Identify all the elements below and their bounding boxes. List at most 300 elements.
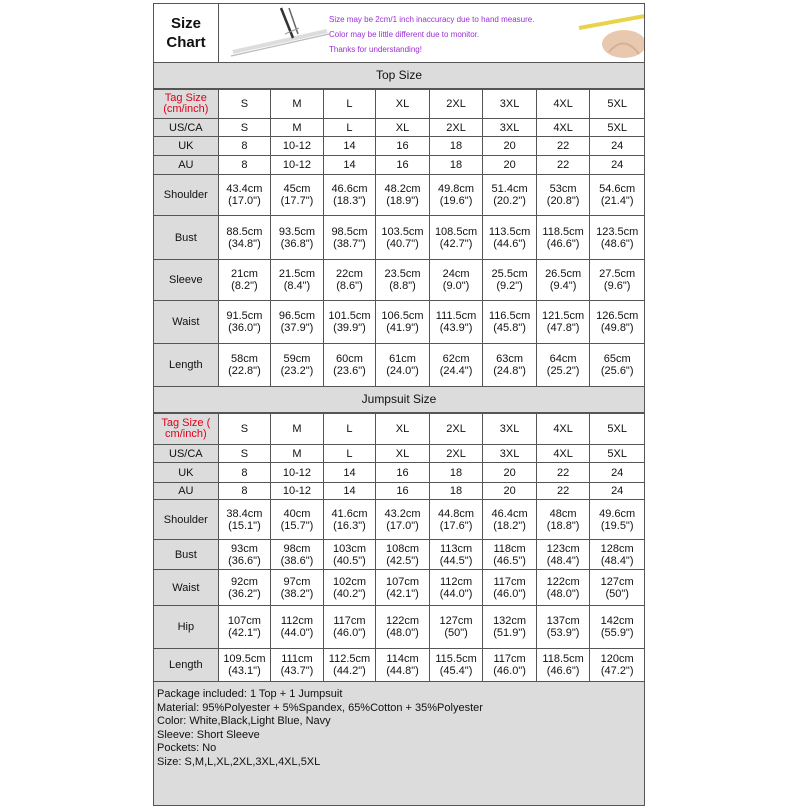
inch-value: (42.5"): [386, 554, 419, 567]
inch-value: (38.2"): [280, 587, 314, 600]
cm-value: 112cm: [280, 615, 314, 627]
cm-value: 49.8cm: [438, 183, 475, 195]
jumpsuit-cell: 10-12: [271, 483, 324, 500]
jumpsuit-cell: M: [271, 445, 324, 463]
jumpsuit-tag-size-label: Tag Size ( cm/inch): [154, 414, 219, 445]
jumpsuit-row-bust: [154, 540, 645, 570]
top-cell: [271, 216, 324, 260]
cm-value: 106.5cm: [381, 310, 424, 322]
cm-value: 98cm: [283, 542, 311, 555]
jumpsuit-cell: [536, 570, 590, 606]
top-row-length: [154, 344, 645, 387]
inch-value: (15.7"): [280, 519, 314, 532]
cm-value: 61cm: [389, 353, 416, 365]
inch-value: (44.2"): [333, 665, 366, 677]
top-cell: M: [271, 119, 324, 137]
inch-value: (45.4"): [439, 665, 473, 677]
jumpsuit-cell: 24: [590, 463, 645, 483]
top-size-header: XL: [376, 90, 430, 119]
jumpsuit-cell: [376, 500, 430, 540]
jumpsuit-cell: XL: [376, 445, 430, 463]
inch-value: (46.6"): [546, 665, 580, 677]
top-cell: 5XL: [590, 119, 645, 137]
jumpsuit-cell: 20: [483, 463, 537, 483]
top-size-header: S: [218, 90, 271, 119]
cm-value: 102cm: [332, 575, 366, 588]
inch-value: (47.8"): [546, 322, 580, 334]
top-row-label: AU: [154, 156, 219, 175]
top-row-bust: [154, 216, 645, 260]
jumpsuit-row-label: UK: [154, 463, 219, 483]
cm-value: 118.5cm: [542, 225, 584, 238]
top-cell: [376, 344, 430, 387]
top-cell: 14: [323, 156, 376, 175]
inch-value: (44.5"): [439, 554, 473, 567]
jumpsuit-cell: [376, 570, 430, 606]
top-cell: [536, 301, 590, 344]
measure-banner: [219, 4, 644, 62]
top-cell: 2XL: [429, 119, 483, 137]
info-line: Color: White,Black,Light Blue, Navy: [157, 715, 331, 728]
cm-value: 103cm: [332, 542, 366, 555]
cm-value: 114cm: [386, 653, 419, 665]
top-size-header: L: [323, 90, 376, 119]
top-cell: 4XL: [536, 119, 590, 137]
top-cell: [590, 216, 645, 260]
top-tag-size-label: Tag Size (cm/inch): [154, 90, 219, 119]
inch-value: (19.6"): [439, 195, 473, 207]
top-cell: 24: [590, 156, 645, 175]
jumpsuit-cell: 16: [376, 463, 430, 483]
top-cell: [323, 260, 376, 301]
top-cell: L: [323, 119, 376, 137]
inch-value: (37.9"): [280, 322, 314, 334]
jumpsuit-cell: [271, 540, 324, 570]
inch-value: (47.2"): [600, 665, 634, 677]
cm-value: 108.5cm: [434, 225, 478, 238]
cm-value: 58cm: [230, 353, 258, 365]
jumpsuit-cell: 14: [323, 483, 376, 500]
jumpsuit-cell: [483, 500, 537, 540]
cm-value: 101.5cm: [328, 310, 371, 322]
top-cell: 8: [218, 156, 271, 175]
top-size-header: 2XL: [429, 90, 483, 119]
inch-value: (46.6"): [546, 237, 580, 250]
inch-value: (34.8"): [228, 237, 261, 250]
inch-value: (49.8"): [600, 322, 634, 334]
top-cell: [483, 301, 537, 344]
jumpsuit-cell: [483, 570, 537, 606]
inch-value: (18.3"): [333, 195, 366, 207]
inch-value: (38.7"): [333, 237, 366, 250]
jumpsuit-size-header: 5XL: [590, 414, 645, 445]
jumpsuit-cell: [429, 606, 483, 649]
cm-value: 59cm: [283, 353, 311, 365]
cm-value: 142cm: [600, 615, 634, 627]
cm-value: 49.6cm: [599, 507, 636, 520]
inch-value: (18.9"): [386, 195, 419, 207]
jumpsuit-cell: [483, 649, 537, 682]
top-cell: [376, 216, 430, 260]
jumpsuit-cell: [590, 570, 645, 606]
jumpsuit-cell: [323, 606, 376, 649]
jumpsuit-row-label: Shoulder: [154, 500, 219, 540]
cm-value: 117cm: [493, 653, 526, 665]
cm-value: 109.5cm: [223, 653, 266, 665]
inch-value: (9.0"): [442, 280, 470, 292]
top-cell: [376, 260, 430, 301]
inch-value: (53.9"): [546, 627, 580, 639]
jumpsuit-size-header: L: [323, 414, 376, 445]
top-row-label: Length: [154, 344, 219, 387]
jumpsuit-cell: [376, 606, 430, 649]
inch-value: (40.5"): [333, 554, 366, 567]
jumpsuit-cell: [271, 570, 324, 606]
jumpsuit-cell: [218, 570, 271, 606]
inch-value: (50"): [605, 587, 629, 600]
cm-value: 38.4cm: [226, 507, 263, 520]
top-cell: [483, 344, 537, 387]
jumpsuit-row-uk: [154, 463, 645, 483]
inch-value: (8.6"): [336, 280, 363, 292]
inch-value: (8.2"): [231, 280, 258, 292]
jumpsuit-row-au: [154, 483, 645, 500]
cm-value: 43.4cm: [226, 183, 263, 195]
cm-value: 122cm: [546, 575, 580, 588]
inch-value: (9.2"): [496, 280, 523, 292]
jumpsuit-cell: [218, 500, 271, 540]
jumpsuit-cell: [536, 500, 590, 540]
cm-value: 53cm: [549, 183, 577, 195]
jumpsuit-cell: [218, 606, 271, 649]
inch-value: (46.0"): [493, 587, 526, 600]
jumpsuit-cell: [429, 649, 483, 682]
jumpsuit-row-label: US/CA: [154, 445, 219, 463]
title-line-2: Chart: [166, 34, 206, 51]
jumpsuit-cell: [218, 540, 271, 570]
top-cell: 10-12: [271, 137, 324, 156]
inch-value: (42.7"): [439, 237, 473, 250]
jumpsuit-size-header: 4XL: [536, 414, 590, 445]
jumpsuit-cell: [323, 540, 376, 570]
inch-value: (25.2"): [546, 365, 580, 377]
cm-value: 103.5cm: [381, 225, 424, 238]
inch-value: (8.4"): [283, 280, 311, 292]
cm-value: 27.5cm: [599, 268, 636, 280]
inch-value: (42.1"): [386, 587, 419, 600]
inch-value: (24.8"): [493, 365, 526, 377]
top-cell: [590, 260, 645, 301]
top-row-label: Bust: [154, 216, 219, 260]
info-line: Material: 95%Polyester + 5%Spandex, 65%Cotton + 35%Polyester: [157, 701, 483, 714]
top-cell: XL: [376, 119, 430, 137]
jumpsuit-size-title: Jumpsuit Size: [153, 387, 645, 413]
jumpsuit-cell: [323, 570, 376, 606]
cm-value: 40cm: [283, 507, 311, 520]
inch-value: (44.8"): [386, 665, 419, 677]
top-cell: [483, 175, 537, 216]
cm-value: 43.2cm: [384, 507, 421, 520]
top-cell: [218, 301, 271, 344]
top-row-au: [154, 156, 645, 175]
top-cell: 22: [536, 137, 590, 156]
top-cell: [590, 175, 645, 216]
inch-value: (48.4"): [546, 554, 580, 567]
note-thanks: Thanks for understanding!: [329, 45, 422, 54]
title-line-1: Size: [170, 15, 201, 32]
top-cell: [218, 344, 271, 387]
inch-value: (44.6"): [493, 237, 526, 250]
jumpsuit-cell: [429, 540, 483, 570]
inch-value: (15.1"): [228, 519, 261, 532]
cm-value: 48cm: [549, 507, 577, 520]
jumpsuit-cell: 18: [429, 483, 483, 500]
top-cell: 16: [376, 137, 430, 156]
jumpsuit-cell: [590, 606, 645, 649]
inch-value: (55.9"): [600, 627, 634, 639]
top-cell: [536, 175, 590, 216]
top-cell: [429, 344, 483, 387]
jumpsuit-cell: [429, 500, 483, 540]
jumpsuit-row-label: Waist: [154, 570, 219, 606]
inch-value: (43.1"): [228, 665, 261, 677]
hand-tape-icon: [579, 16, 644, 58]
cm-value: 115.5cm: [435, 653, 477, 665]
top-row-shoulder: [154, 175, 645, 216]
top-cell: [376, 301, 430, 344]
jumpsuit-row-length: [154, 649, 645, 682]
jumpsuit-cell: [271, 606, 324, 649]
chart-header: [153, 3, 645, 63]
cm-value: 64cm: [549, 353, 577, 365]
inch-value: (16.3"): [333, 519, 366, 532]
jumpsuit-cell: 22: [536, 483, 590, 500]
inch-value: (41.9"): [386, 322, 419, 334]
cm-value: 93cm: [230, 542, 258, 555]
jumpsuit-cell: [590, 500, 645, 540]
cm-value: 24cm: [442, 268, 470, 280]
jumpsuit-cell: 8: [218, 463, 271, 483]
jumpsuit-cell: [590, 649, 645, 682]
cm-value: 108cm: [386, 542, 420, 555]
inch-value: (24.0"): [386, 365, 419, 377]
jumpsuit-row-label: AU: [154, 483, 219, 500]
inch-value: (43.7"): [280, 665, 314, 677]
top-cell: [536, 260, 590, 301]
jumpsuit-cell: 16: [376, 483, 430, 500]
cm-value: 44.8cm: [438, 507, 475, 520]
top-size-title: Top Size: [153, 63, 645, 89]
inch-value: (46.0"): [493, 665, 526, 677]
jumpsuit-row-label: Hip: [154, 606, 219, 649]
cm-value: 123.5cm: [596, 225, 639, 238]
chart-title: [154, 4, 219, 62]
jumpsuit-row-label: Length: [154, 649, 219, 682]
cm-value: 65cm: [603, 353, 631, 365]
jumpsuit-cell: [323, 500, 376, 540]
inch-value: (40.2"): [333, 587, 366, 600]
cm-value: 117cm: [333, 615, 366, 627]
cm-value: 107cm: [386, 575, 420, 588]
cm-value: 46.6cm: [331, 183, 368, 195]
inch-value: (36.8"): [280, 237, 314, 250]
top-row-uk: [154, 137, 645, 156]
cm-value: 122cm: [386, 615, 420, 627]
jumpsuit-header-row: [154, 414, 645, 445]
inch-value: (50"): [444, 627, 468, 639]
cm-value: 132cm: [493, 615, 527, 627]
top-cell: [429, 301, 483, 344]
top-row-label: UK: [154, 137, 219, 156]
inch-value: (39.9"): [333, 322, 366, 334]
jumpsuit-size-header: XL: [376, 414, 430, 445]
top-cell: [483, 216, 537, 260]
top-cell: 20: [483, 156, 537, 175]
jumpsuit-cell: 22: [536, 463, 590, 483]
cm-value: 62cm: [442, 353, 470, 365]
inch-value: (44.0"): [439, 587, 473, 600]
cm-value: 88.5cm: [226, 225, 263, 238]
cm-value: 118.5cm: [542, 653, 584, 665]
cm-value: 112.5cm: [328, 653, 371, 665]
cm-value: 41.6cm: [331, 507, 368, 520]
cm-value: 63cm: [496, 353, 524, 365]
top-cell: [323, 301, 376, 344]
jumpsuit-cell: S: [218, 445, 271, 463]
cm-value: 128cm: [600, 542, 634, 555]
jumpsuit-row-usca: [154, 445, 645, 463]
cm-value: 137cm: [546, 615, 580, 627]
inch-value: (36.2"): [228, 587, 261, 600]
jumpsuit-cell: [429, 570, 483, 606]
jumpsuit-cell: [218, 649, 271, 682]
inch-value: (43.9"): [439, 322, 473, 334]
cm-value: 117cm: [493, 575, 526, 588]
top-cell: [218, 216, 271, 260]
cm-value: 91.5cm: [226, 310, 263, 322]
cm-value: 111.5cm: [435, 310, 477, 322]
cm-value: 111cm: [281, 653, 313, 665]
top-cell: [429, 175, 483, 216]
top-row-waist: [154, 301, 645, 344]
inch-value: (24.4"): [439, 365, 473, 377]
jumpsuit-size-table: [153, 413, 645, 682]
inch-value: (19.5"): [600, 519, 634, 532]
top-cell: [323, 344, 376, 387]
top-size-header: 3XL: [483, 90, 537, 119]
jumpsuit-row-hip: [154, 606, 645, 649]
jumpsuit-cell: 5XL: [590, 445, 645, 463]
top-cell: 22: [536, 156, 590, 175]
top-cell: [271, 344, 324, 387]
jumpsuit-cell: 8: [218, 483, 271, 500]
cm-value: 120cm: [600, 653, 634, 665]
top-cell: 8: [218, 137, 271, 156]
top-row-label: Sleeve: [154, 260, 219, 301]
cm-value: 96.5cm: [278, 310, 315, 322]
jumpsuit-size-header: 2XL: [429, 414, 483, 445]
inch-value: (36.6"): [228, 554, 261, 567]
top-cell: S: [218, 119, 271, 137]
top-cell: 3XL: [483, 119, 537, 137]
inch-value: (9.4"): [549, 280, 577, 292]
jumpsuit-cell: 10-12: [271, 463, 324, 483]
top-cell: [323, 175, 376, 216]
info-line: Pockets: No: [157, 742, 217, 755]
inch-value: (17.7"): [280, 195, 314, 207]
inch-value: (46.0"): [333, 627, 366, 639]
cm-value: 127cm: [600, 575, 634, 588]
cm-value: 121.5cm: [542, 310, 585, 322]
inch-value: (17.6"): [439, 519, 473, 532]
inch-value: (42.1"): [228, 627, 261, 639]
jumpsuit-row-label: Bust: [154, 540, 219, 570]
jumpsuit-cell: [536, 540, 590, 570]
cm-value: 107cm: [227, 615, 261, 627]
top-cell: 14: [323, 137, 376, 156]
cm-value: 127cm: [439, 615, 473, 627]
top-cell: [271, 260, 324, 301]
jumpsuit-size-header: S: [218, 414, 271, 445]
inch-value: (48.0"): [546, 587, 580, 600]
top-row-label: Waist: [154, 301, 219, 344]
top-cell: [218, 175, 271, 216]
jumpsuit-cell: L: [323, 445, 376, 463]
cm-value: 21.5cm: [278, 268, 315, 280]
inch-value: (23.2"): [280, 365, 314, 377]
top-size-table: [153, 89, 645, 387]
top-cell: [376, 175, 430, 216]
jumpsuit-cell: [536, 649, 590, 682]
cm-value: 92cm: [230, 575, 258, 588]
jumpsuit-cell: 3XL: [483, 445, 537, 463]
jumpsuit-size-header: M: [271, 414, 324, 445]
inch-value: (17.0"): [386, 519, 419, 532]
top-cell: [429, 216, 483, 260]
jumpsuit-cell: 2XL: [429, 445, 483, 463]
cm-value: 113cm: [439, 542, 473, 555]
top-cell: 18: [429, 137, 483, 156]
inch-value: (25.6"): [600, 365, 634, 377]
top-cell: [590, 344, 645, 387]
inch-value: (23.6"): [333, 365, 366, 377]
cm-value: 23.5cm: [384, 268, 421, 280]
top-cell: [429, 260, 483, 301]
cm-value: 123cm: [546, 542, 580, 555]
inch-value: (38.6"): [280, 554, 314, 567]
ruler-icon: [231, 8, 329, 56]
jumpsuit-row-shoulder: [154, 500, 645, 540]
jumpsuit-cell: 20: [483, 483, 537, 500]
cm-value: 98.5cm: [331, 225, 368, 238]
jumpsuit-cell: [376, 649, 430, 682]
top-cell: 16: [376, 156, 430, 175]
inch-value: (48.4"): [600, 554, 634, 567]
jumpsuit-cell: [323, 649, 376, 682]
inch-value: (40.7"): [386, 237, 419, 250]
jumpsuit-cell: [536, 606, 590, 649]
note-color: Color may be little different due to monitor.: [329, 30, 480, 39]
cm-value: 45cm: [283, 183, 311, 195]
cm-value: 54.6cm: [599, 183, 636, 195]
info-line: Size: S,M,L,XL,2XL,3XL,4XL,5XL: [157, 755, 321, 768]
jumpsuit-size-header: 3XL: [483, 414, 537, 445]
cm-value: 97cm: [283, 575, 311, 588]
cm-value: 26.5cm: [545, 268, 582, 280]
top-size-header: 5XL: [590, 90, 645, 119]
top-row-usca: [154, 119, 645, 137]
cm-value: 126.5cm: [596, 310, 639, 322]
